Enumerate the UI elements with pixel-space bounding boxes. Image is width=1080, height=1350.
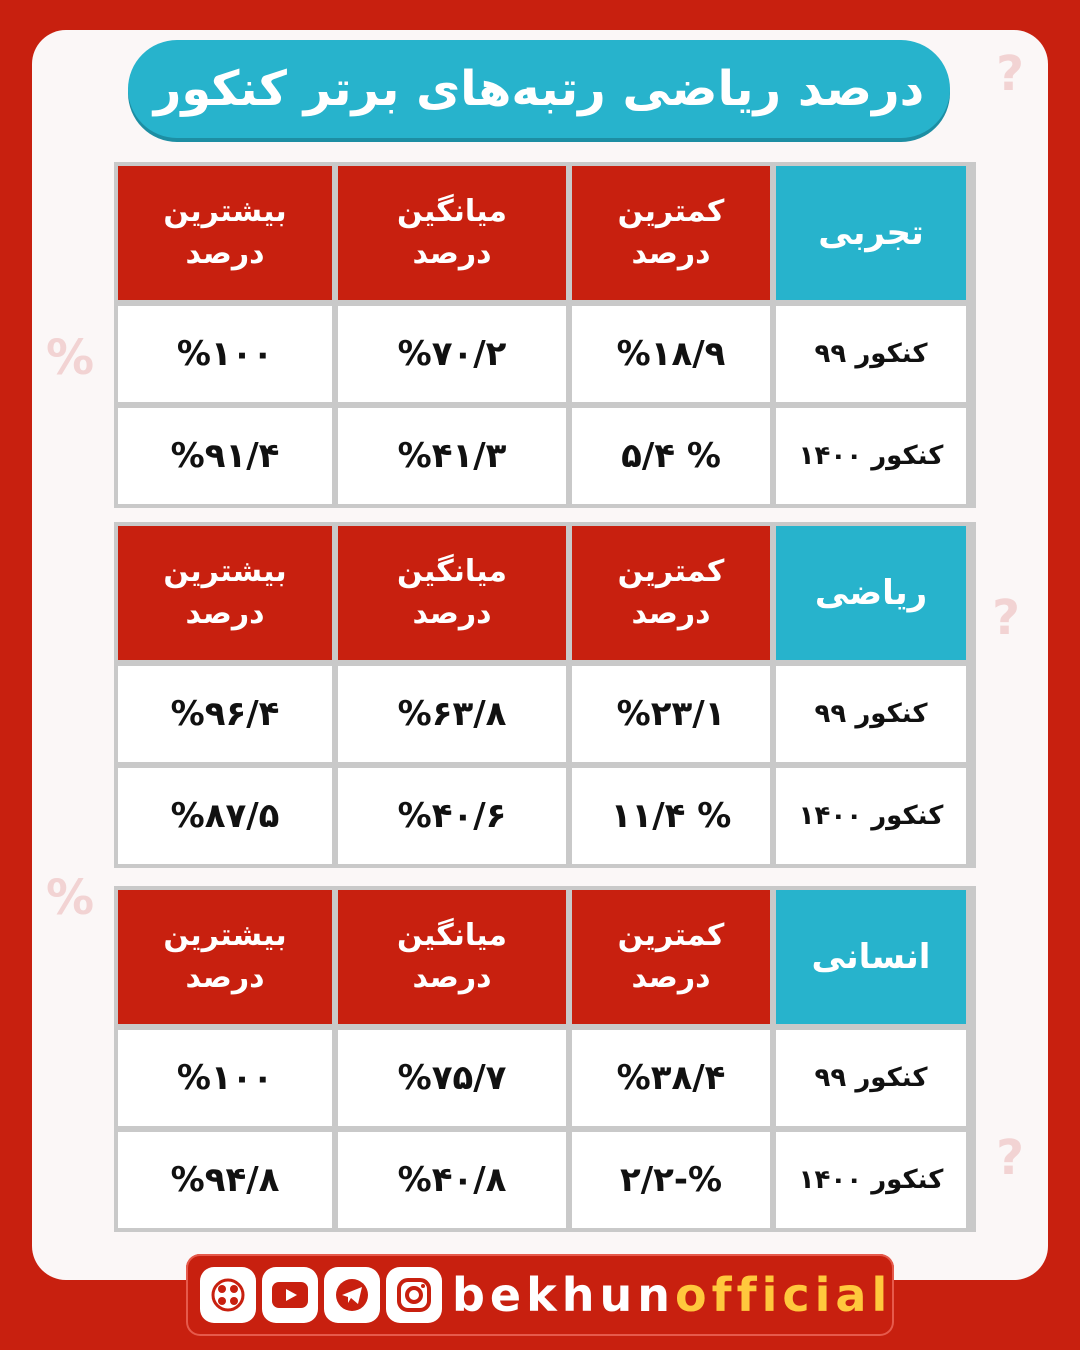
category-label: تجربی (776, 166, 966, 300)
row-label: کنکور ۹۹ (776, 1030, 966, 1126)
cell-avg: %۴۱/۳ (338, 408, 566, 504)
cell-avg: %۴۰/۸ (338, 1132, 566, 1228)
header-max: بیشترین درصد (118, 166, 332, 300)
cell-max: %۸۷/۵ (118, 768, 332, 864)
header-max: بیشترین درصد (118, 890, 332, 1024)
row-label: کنکور ۹۹ (776, 666, 966, 762)
cell-min: %۲۳/۱ (572, 666, 770, 762)
cell-max: %۱۰۰ (118, 1030, 332, 1126)
header-min: کمترین درصد (572, 166, 770, 300)
aparat-icon[interactable] (200, 1267, 256, 1323)
category-label: انسانی (776, 890, 966, 1024)
percent-icon: % (46, 870, 95, 926)
cell-max: %۹۴/۸ (118, 1132, 332, 1228)
cell-min: %۳۸/۴ (572, 1030, 770, 1126)
header-avg: میانگین درصد (338, 166, 566, 300)
youtube-icon[interactable] (262, 1267, 318, 1323)
header-max: بیشترین درصد (118, 526, 332, 660)
header-min: کمترین درصد (572, 526, 770, 660)
instagram-icon[interactable] (386, 1267, 442, 1323)
footer-bar (186, 1254, 894, 1336)
question-mark-icon: ? (996, 1130, 1024, 1186)
cell-avg: %۴۰/۶ (338, 768, 566, 864)
brand-part2: official (674, 1268, 893, 1322)
stats-table-3 (114, 886, 976, 1232)
header-avg: میانگین درصد (338, 526, 566, 660)
brand-name (452, 1268, 892, 1322)
page-title (128, 40, 950, 138)
title-text: درصد ریاضی رتبه‌های برتر کنکور (153, 61, 925, 117)
stats-table-2 (114, 522, 976, 868)
cell-min: %-۲/۲ (572, 1132, 770, 1228)
cell-max: %۹۶/۴ (118, 666, 332, 762)
telegram-icon[interactable] (324, 1267, 380, 1323)
stats-table-1 (114, 162, 976, 508)
category-label: ریاضی (776, 526, 966, 660)
cell-avg: %۶۳/۸ (338, 666, 566, 762)
question-mark-icon: ? (996, 46, 1024, 102)
cell-min: % ۵/۴ (572, 408, 770, 504)
row-label: کنکور ۱۴۰۰ (776, 768, 966, 864)
cell-max: %۱۰۰ (118, 306, 332, 402)
percent-icon: % (46, 330, 95, 386)
question-mark-icon: ? (992, 590, 1020, 646)
row-label: کنکور ۱۴۰۰ (776, 408, 966, 504)
cell-min: %۱۸/۹ (572, 306, 770, 402)
cell-avg: %۷۵/۷ (338, 1030, 566, 1126)
row-label: کنکور ۹۹ (776, 306, 966, 402)
cell-min: % ۱۱/۴ (572, 768, 770, 864)
header-avg: میانگین درصد (338, 890, 566, 1024)
cell-avg: %۷۰/۲ (338, 306, 566, 402)
brand-part1: bekhun (452, 1268, 675, 1322)
header-min: کمترین درصد (572, 890, 770, 1024)
row-label: کنکور ۱۴۰۰ (776, 1132, 966, 1228)
cell-max: %۹۱/۴ (118, 408, 332, 504)
